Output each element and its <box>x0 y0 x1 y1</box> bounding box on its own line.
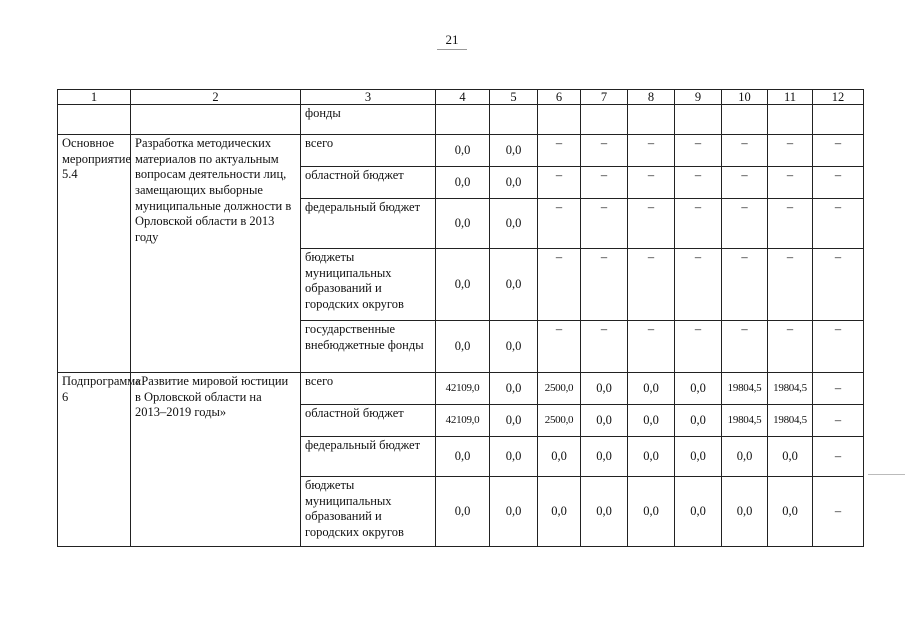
value-cell: 0,0 <box>436 321 490 373</box>
dash-cell: – <box>628 199 675 249</box>
value-cell: 0,0 <box>436 437 490 477</box>
value-cell: 19804,5 <box>768 373 813 405</box>
value-cell <box>813 105 864 135</box>
value-cell: 19804,5 <box>722 405 768 437</box>
table-row <box>58 105 864 135</box>
dash-cell: – <box>581 135 628 167</box>
value-cell: 0,0 <box>628 477 675 547</box>
activity-code: Основное мероприятие 5.4 <box>58 135 131 373</box>
dash-cell: – <box>768 249 813 321</box>
value-cell: 19804,5 <box>722 373 768 405</box>
column-header: 8 <box>628 90 675 105</box>
dash-cell: – <box>722 249 768 321</box>
value-cell: 0,0 <box>675 373 722 405</box>
dash-cell: – <box>675 321 722 373</box>
dash-cell: – <box>813 167 864 199</box>
dash-cell: – <box>538 321 581 373</box>
value-cell: 0,0 <box>581 477 628 547</box>
value-cell: 42109,0 <box>436 405 490 437</box>
column-header: 2 <box>131 90 301 105</box>
value-cell: 0,0 <box>490 321 538 373</box>
dash-cell: – <box>722 199 768 249</box>
page-number-text: 21 <box>445 32 459 47</box>
title-cell <box>131 105 301 135</box>
column-header: 4 <box>436 90 490 105</box>
dash-cell: – <box>538 199 581 249</box>
dash-cell: – <box>813 405 864 437</box>
source-cell: федеральный бюджет <box>301 437 436 477</box>
dash-cell: – <box>581 199 628 249</box>
value-cell <box>436 105 490 135</box>
value-cell: 0,0 <box>490 373 538 405</box>
activity-title: Разработка методических материалов по актуальным вопросам деятельности лиц, замещающих выборные муниципальные должности в Орловской области в 2013 году <box>131 135 301 373</box>
value-cell: 0,0 <box>490 199 538 249</box>
dash-cell: – <box>538 135 581 167</box>
value-cell: 0,0 <box>675 477 722 547</box>
dash-cell: – <box>768 199 813 249</box>
code-cell <box>58 105 131 135</box>
value-cell: 0,0 <box>768 477 813 547</box>
margin-line <box>868 474 905 475</box>
column-header: 5 <box>490 90 538 105</box>
value-cell: 0,0 <box>581 373 628 405</box>
dash-cell: – <box>581 249 628 321</box>
value-cell: 0,0 <box>436 135 490 167</box>
source-cell: фонды <box>301 105 436 135</box>
value-cell: 0,0 <box>490 477 538 547</box>
value-cell <box>675 105 722 135</box>
subprogram-code: Подпрограмма 6 <box>58 373 131 547</box>
dash-cell: – <box>538 167 581 199</box>
dash-cell: – <box>813 321 864 373</box>
column-header: 1 <box>58 90 131 105</box>
value-cell: 0,0 <box>538 437 581 477</box>
column-header: 6 <box>538 90 581 105</box>
dash-cell: – <box>628 321 675 373</box>
dash-cell: – <box>675 135 722 167</box>
dash-cell: – <box>813 249 864 321</box>
dash-cell: – <box>768 321 813 373</box>
value-cell: 0,0 <box>581 405 628 437</box>
dash-cell: – <box>813 373 864 405</box>
value-cell: 0,0 <box>722 477 768 547</box>
dash-cell: – <box>813 135 864 167</box>
value-cell <box>490 105 538 135</box>
value-cell: 19804,5 <box>768 405 813 437</box>
value-cell <box>628 105 675 135</box>
value-cell <box>722 105 768 135</box>
dash-cell: – <box>722 167 768 199</box>
page-mark <box>437 49 467 52</box>
dash-cell: – <box>628 135 675 167</box>
value-cell: 0,0 <box>490 167 538 199</box>
source-cell: областной бюджет <box>301 405 436 437</box>
table-row <box>58 373 864 405</box>
column-header: 3 <box>301 90 436 105</box>
value-cell: 0,0 <box>538 477 581 547</box>
column-header: 9 <box>675 90 722 105</box>
dash-cell: – <box>813 437 864 477</box>
value-cell: 2500,0 <box>538 373 581 405</box>
subprogram-title: «Развитие мировой юстиции в Орловской области на 2013–2019 годы» <box>131 373 301 547</box>
value-cell: 0,0 <box>490 405 538 437</box>
source-cell: бюджеты муниципальных образований и городских округов <box>301 477 436 547</box>
dash-cell: – <box>768 167 813 199</box>
dash-cell: – <box>628 167 675 199</box>
dash-cell: – <box>581 167 628 199</box>
column-header: 10 <box>722 90 768 105</box>
source-cell: всего <box>301 135 436 167</box>
dash-cell: – <box>722 321 768 373</box>
value-cell: 0,0 <box>722 437 768 477</box>
value-cell <box>581 105 628 135</box>
dash-cell: – <box>581 321 628 373</box>
source-cell: федеральный бюджет <box>301 199 436 249</box>
value-cell: 0,0 <box>436 199 490 249</box>
source-cell: областной бюджет <box>301 167 436 199</box>
dash-cell: – <box>675 199 722 249</box>
dash-cell: – <box>813 477 864 547</box>
value-cell: 0,0 <box>436 249 490 321</box>
value-cell: 0,0 <box>768 437 813 477</box>
value-cell: 42109,0 <box>436 373 490 405</box>
value-cell <box>538 105 581 135</box>
source-cell: всего <box>301 373 436 405</box>
dash-cell: – <box>628 249 675 321</box>
value-cell: 2500,0 <box>538 405 581 437</box>
dash-cell: – <box>538 249 581 321</box>
value-cell: 0,0 <box>581 437 628 477</box>
source-cell: государственные внебюджетные фонды <box>301 321 436 373</box>
value-cell: 0,0 <box>628 437 675 477</box>
value-cell: 0,0 <box>490 437 538 477</box>
column-header: 11 <box>768 90 813 105</box>
value-cell: 0,0 <box>436 167 490 199</box>
value-cell: 0,0 <box>675 437 722 477</box>
value-cell: 0,0 <box>436 477 490 547</box>
source-cell: бюджеты муниципальных образований и городских округов <box>301 249 436 321</box>
value-cell: 0,0 <box>490 249 538 321</box>
value-cell: 0,0 <box>490 135 538 167</box>
column-header: 12 <box>813 90 864 105</box>
value-cell: 0,0 <box>628 405 675 437</box>
dash-cell: – <box>675 249 722 321</box>
page-number <box>437 32 467 52</box>
dash-cell: – <box>675 167 722 199</box>
dash-cell: – <box>768 135 813 167</box>
dash-cell: – <box>722 135 768 167</box>
dash-cell: – <box>813 199 864 249</box>
value-cell <box>768 105 813 135</box>
value-cell: 0,0 <box>675 405 722 437</box>
value-cell: 0,0 <box>628 373 675 405</box>
column-header: 7 <box>581 90 628 105</box>
budget-table <box>57 89 864 547</box>
table-row <box>58 135 864 167</box>
header-row <box>58 90 864 105</box>
